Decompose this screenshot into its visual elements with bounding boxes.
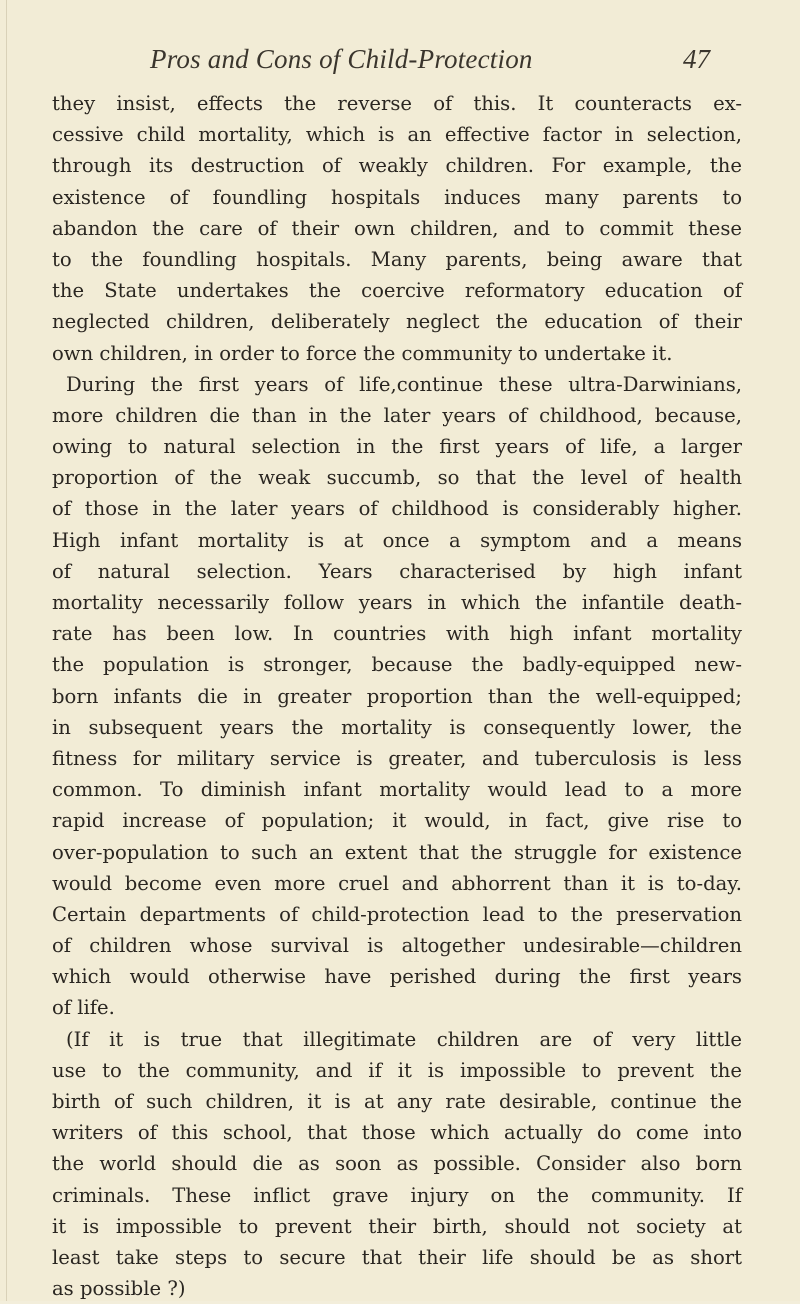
text-line: as possible ?) (52, 1277, 186, 1301)
text-line: own children, in order to force the community to undertake it. (52, 341, 673, 365)
text-line: common. To diminish infant mortality would lead to a more (52, 778, 742, 802)
text-line: would become even more cruel and abhorrent than it is to-day. (52, 871, 742, 895)
running-head (150, 44, 710, 84)
text-line: fitness for military service is greater, and tuberculosis is less (52, 746, 742, 770)
text-line: criminals. These inflict grave injury on the community. If (52, 1183, 742, 1207)
text-line: born infants die in greater proportion than the well-equipped; (52, 684, 742, 708)
text-line: birth of such children, it is at any rate desirable, continue the (52, 1090, 742, 1113)
text-line: During the first years of life,continue these ultra-Darwinians, (66, 372, 742, 396)
text-line: neglected children, deliberately neglect the education of their (52, 310, 742, 334)
text-line: use to the community, and if it is impossible to prevent the (52, 1058, 742, 1082)
text-line: proportion of the weak succumb, so that the level of health (52, 466, 742, 490)
text-line: it is impossible to prevent their birth, should not society at (52, 1214, 742, 1238)
paragraph (52, 88, 742, 369)
page-number: 47 (683, 44, 710, 74)
text-line: in subsequent years the mortality is consequently lower, the (52, 715, 742, 739)
text-line: rate has been low. In countries with high infant mortality (52, 622, 742, 646)
text-line: Certain departments of child-protection lead to the preservation (52, 902, 742, 926)
text-line: of natural selection. Years characterised by high infant (52, 559, 742, 583)
text-line: least take steps to secure that their life should be as short (52, 1245, 742, 1269)
text-line: existence of foundling hospitals induces many parents to (52, 185, 742, 209)
text-line: the population is stronger, because the badly-equipped new- (52, 653, 742, 677)
paragraph (52, 369, 742, 1024)
running-head-title: Pros and Cons of Child-Protection (150, 44, 533, 74)
paragraph (52, 1024, 742, 1304)
text-line: abandon the care of their own children, and to commit these (52, 216, 742, 240)
text-line: of children whose survival is altogether undesirable—children (52, 934, 742, 958)
text-line: over-population to such an extent that the struggle for existence (52, 840, 742, 864)
text-line: they insist, effects the reverse of this. It counteracts ex- (52, 92, 742, 115)
text-line: which would otherwise have perished during the first years (52, 965, 742, 989)
text-line: the world should die as soon as possible. Consider also born (52, 1152, 742, 1176)
text-line: of life. (52, 996, 115, 1020)
text-line: to the foundling hospitals. Many parents, being aware that (52, 247, 742, 271)
text-line: mortality necessarily follow years in which the infantile death- (52, 591, 742, 614)
text-line: writers of this school, that those which actually do come into (52, 1121, 742, 1145)
text-line: High infant mortality is at once a symptom and a means (52, 528, 742, 552)
text-line: more children die than in the later years of childhood, because, (52, 403, 742, 427)
page-edge-line (6, 0, 7, 1301)
text-line: rapid increase of population; it would, in fact, give rise to (52, 809, 742, 833)
text-line: through its destruction of weakly children. For example, the (52, 154, 742, 178)
text-line: (If it is true that illegitimate children are of very little (66, 1027, 742, 1051)
text-line: of those in the later years of childhood is considerably higher. (52, 497, 742, 521)
text-line: owing to natural selection in the first years of life, a larger (52, 435, 742, 459)
body-text (52, 88, 742, 1304)
text-line: the State undertakes the coercive reformatory education of (52, 279, 742, 303)
text-line: cessive child mortality, which is an effective factor in selection, (52, 123, 742, 147)
